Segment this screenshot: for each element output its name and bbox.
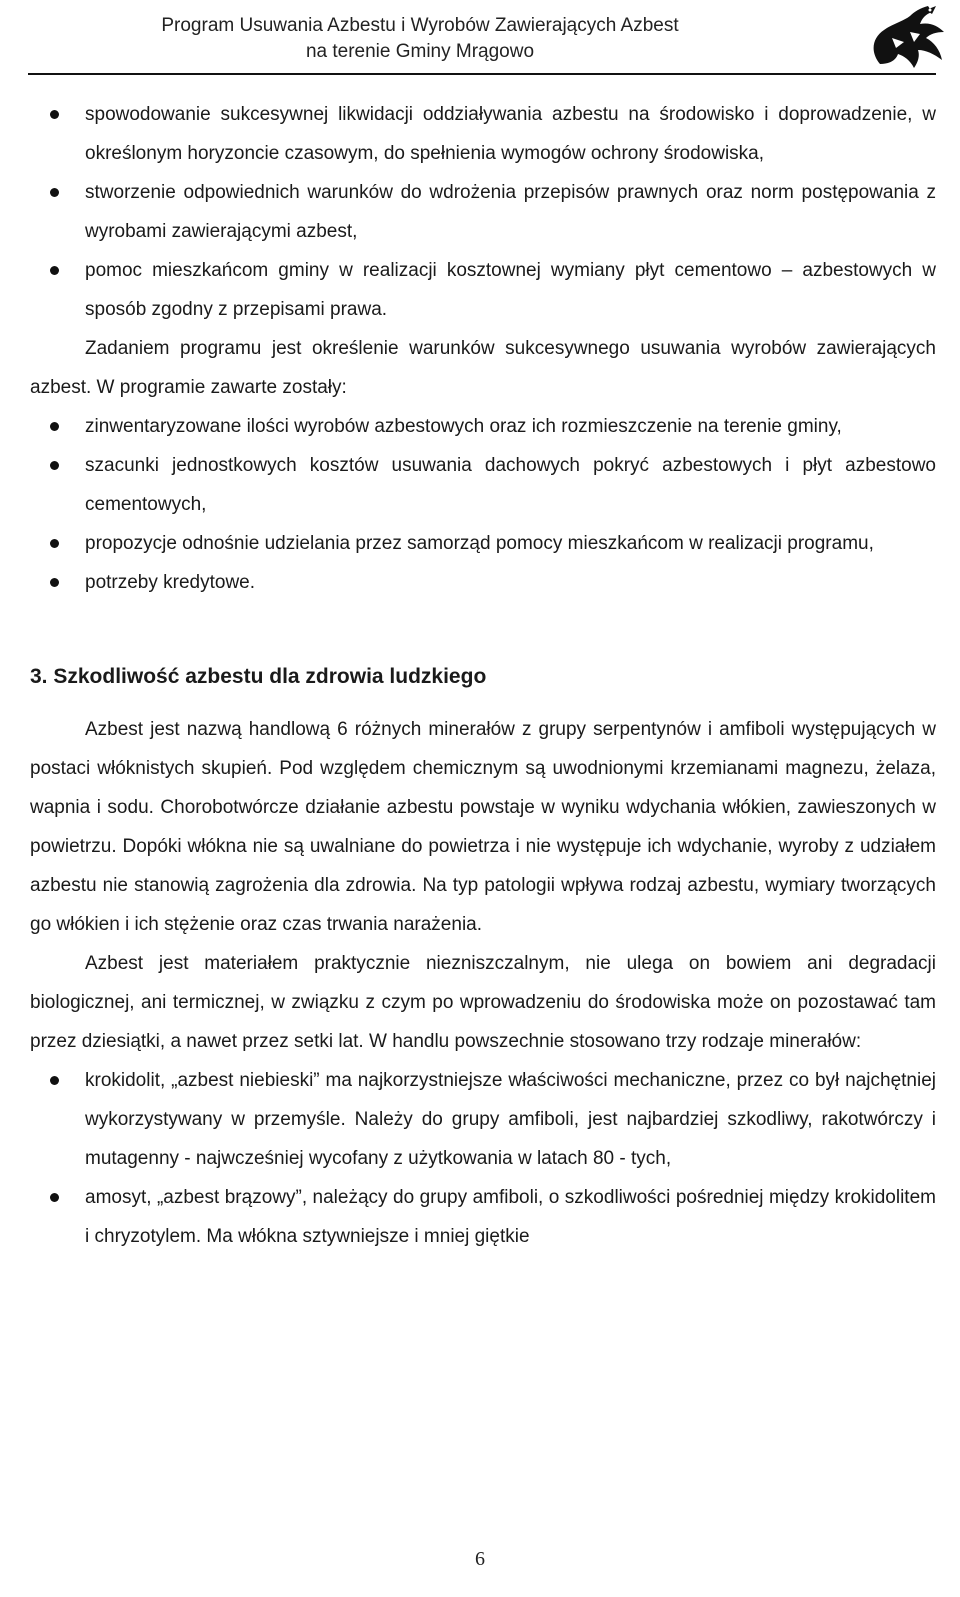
bird-logo-icon bbox=[840, 2, 950, 72]
page-header bbox=[0, 0, 960, 72]
section-title: Szkodliwość azbestu dla zdrowia ludzkiego bbox=[53, 665, 487, 688]
list-item: potrzeby kredytowe. bbox=[30, 563, 936, 602]
list-item: zinwentaryzowane ilości wyrobów azbestowych oraz ich rozmieszczenie na terenie gminy, bbox=[30, 407, 936, 446]
minerals-list bbox=[30, 1061, 936, 1256]
goals-list bbox=[30, 95, 936, 329]
list-item: stworzenie odpowiednich warunków do wdrożenia przepisów prawnych oraz norm postępowania z wyrobami zawierającymi azbest, bbox=[30, 173, 936, 251]
list-item: pomoc mieszkańcom gminy w realizacji kosztownej wymiany płyt cementowo – azbestowych w sposób zgodny z przepisami prawa. bbox=[30, 251, 936, 329]
document-body bbox=[30, 95, 936, 1256]
program-contents-list bbox=[30, 407, 936, 602]
bullet-icon bbox=[50, 539, 59, 548]
section-heading bbox=[30, 662, 936, 692]
bullet-icon bbox=[50, 578, 59, 587]
bullet-icon bbox=[50, 422, 59, 431]
list-item: spowodowanie sukcesywnej likwidacji oddziaływania azbestu na środowisko i doprowadzenie, w określonym horyzoncie czasowym, do spełnienia wymogów ochrony środowiska, bbox=[30, 95, 936, 173]
bullet-icon bbox=[50, 266, 59, 275]
header-line-1: Program Usuwania Azbestu i Wyrobów Zawierających Azbest bbox=[161, 15, 679, 36]
list-item: szacunki jednostkowych kosztów usuwania dachowych pokryć azbestowych i płyt azbestowo cementowych, bbox=[30, 446, 936, 524]
page-number: 6 bbox=[475, 1548, 485, 1570]
header-rule bbox=[28, 73, 936, 75]
list-item: krokidolit, „azbest niebieski” ma najkorzystniejsze właściwości mechaniczne, przez co był najchętniej wykorzystywany w przemyśle. Należy do grupy amfiboli, jest najbardziej szkodliwy, rakotwórczy i mutagenny - najwcześniej wycofany z użytkowania w latach 80 - tych, bbox=[30, 1061, 936, 1178]
paragraph: Azbest jest nazwą handlową 6 różnych minerałów z grupy serpentynów i amfiboli występujących w postaci włóknistych skupień. Pod względem chemicznym są uwodnionymi krzemianami magnezu, żelaza, wapnia i sodu. Chorobotwórcze działanie azbestu powstaje w wyniku wdychania włókien, zawieszonych w powietrzu. Dopóki włókna nie są uwalniane do powietrza i nie występuje ich wdychanie, wyroby z udziałem azbestu nie stanowią zagrożenia dla zdrowia. Na typ patologii wpływa rodzaj azbestu, wymiary tworzących go włókien i ich stężenie oraz czas trwania narażenia. bbox=[30, 719, 936, 935]
section-number: 3. bbox=[30, 665, 48, 688]
header-line-2: na terenie Gminy Mrągowo bbox=[305, 41, 535, 62]
bullet-icon bbox=[50, 1076, 59, 1085]
bullet-icon bbox=[50, 461, 59, 470]
list-item: amosyt, „azbest brązowy”, należący do grupy amfiboli, o szkodliwości pośredniej między krokidolitem i chryzotylem. Ma włókna sztywniejsze i mniej giętkie bbox=[30, 1178, 936, 1256]
header-title bbox=[100, 13, 740, 65]
bullet-icon bbox=[50, 110, 59, 119]
bullet-icon bbox=[50, 188, 59, 197]
paragraph: Zadaniem programu jest określenie warunków sukcesywnego usuwania wyrobów zawierających azbest. W programie zawarte zostały: bbox=[30, 338, 936, 398]
paragraph: Azbest jest materiałem praktycznie niezniszczalnym, nie ulega on bowiem ani degradacji biologicznej, ani termicznej, w związku z czym po wprowadzeniu do środowiska może on pozostawać tam przez dziesiątki, a nawet przez setki lat. W handlu powszechnie stosowano trzy rodzaje minerałów: bbox=[30, 953, 936, 1052]
bullet-icon bbox=[50, 1193, 59, 1202]
list-item: propozycje odnośnie udzielania przez samorząd pomocy mieszkańcom w realizacji programu, bbox=[30, 524, 936, 563]
